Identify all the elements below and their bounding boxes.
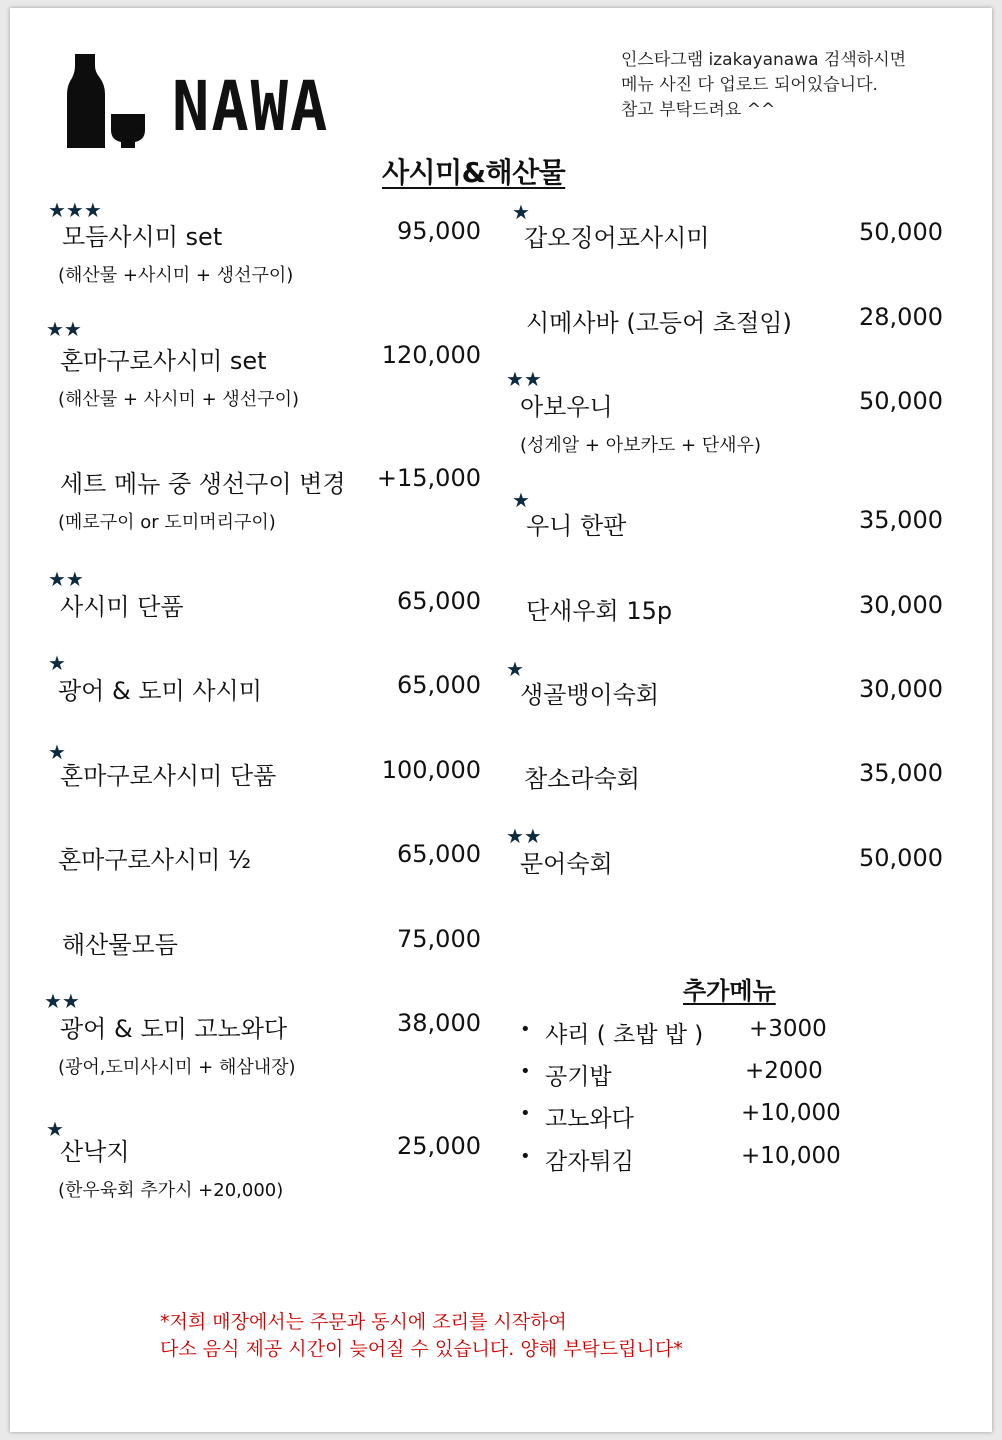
- menu-item-price: 120,000: [381, 341, 481, 369]
- extra-menu-title: 추가메뉴: [683, 977, 776, 1005]
- menu-item-price: 35,000: [859, 759, 943, 787]
- menu-item-name: 문어숙회: [520, 850, 613, 878]
- bullet: •: [520, 1061, 531, 1082]
- menu-item-name: 세트 메뉴 중 생선구이 변경: [60, 470, 346, 498]
- star-rating: ★: [48, 740, 66, 764]
- star-rating: ★★: [48, 567, 84, 591]
- menu-item-price: 50,000: [859, 844, 943, 872]
- star-rating: ★: [506, 657, 524, 681]
- menu-item-price: 75,000: [397, 925, 481, 953]
- extra-item-price: +10,000: [741, 1100, 841, 1126]
- menu-item-desc: (메로구이 or 도미머리구이): [58, 512, 276, 533]
- bullet: •: [520, 1019, 531, 1040]
- menu-item-price: 25,000: [397, 1132, 481, 1160]
- menu-item-name: 산낙지: [60, 1138, 130, 1166]
- star-rating: ★★: [44, 989, 80, 1013]
- menu-item-price: 95,000: [397, 217, 481, 245]
- menu-item-name: 광어 & 도미 사시미: [58, 677, 262, 705]
- bullet: •: [520, 1146, 531, 1167]
- extra-item-name: 공기밥: [545, 1064, 612, 1090]
- menu-item-price: 100,000: [381, 756, 481, 784]
- menu-item-price: 50,000: [859, 387, 943, 415]
- menu-item-price: 35,000: [859, 506, 943, 534]
- menu-item-price: 65,000: [397, 671, 481, 699]
- footer-line: 다소 음식 제공 시간이 늦어질 수 있습니다. 양해 부탁드립니다*: [160, 1338, 683, 1360]
- menu-item-name: 아보우니: [520, 393, 613, 421]
- menu-item-name: 광어 & 도미 고노와다: [60, 1015, 288, 1043]
- menu-item-desc: (성게알 + 아보카도 + 단새우): [520, 435, 761, 456]
- star-rating: ★★: [46, 317, 82, 341]
- extra-item-name: 감자튀김: [545, 1149, 634, 1175]
- menu-item-price: 28,000: [859, 303, 943, 331]
- menu-item-name: 단새우회 15p: [526, 597, 673, 625]
- extra-item-price: +10,000: [741, 1143, 841, 1169]
- menu-item-desc: (광어,도미사시미 + 해삼내장): [58, 1057, 296, 1078]
- section-title: 사시미&해산물: [382, 156, 566, 189]
- notice-line: 메뉴 사진 다 업로드 되어있습니다.: [621, 75, 878, 95]
- menu-item-name: 혼마구로사시미 ½: [58, 846, 252, 874]
- menu-item-price: +15,000: [376, 464, 481, 492]
- menu-item-price: 30,000: [859, 675, 943, 703]
- menu-item-name: 우니 한판: [526, 512, 627, 540]
- star-rating: ★★★: [48, 198, 102, 222]
- menu-item-name: 갑오징어포사시미: [524, 224, 710, 252]
- menu-item-name: 혼마구로사시미 set: [60, 347, 267, 375]
- menu-item-desc: (해산물 +사시미 + 생선구이): [58, 265, 294, 286]
- extra-item-name: 고노와다: [545, 1106, 634, 1132]
- extra-item-name: 샤리 ( 초밥 밥 ): [545, 1022, 704, 1048]
- menu-item-name: 혼마구로사시미 단품: [60, 762, 277, 790]
- sake-bottle-icon: [65, 54, 157, 148]
- star-rating: ★: [512, 488, 530, 512]
- menu-item-price: 30,000: [859, 591, 943, 619]
- menu-item-name: 모듬사시미 set: [62, 223, 223, 251]
- menu-item-price: 38,000: [397, 1009, 481, 1037]
- menu-item-name: 사시미 단품: [60, 593, 184, 621]
- menu-item-name: 시메사바 (고등어 초절임): [526, 309, 792, 337]
- star-rating: ★: [46, 1117, 64, 1141]
- star-rating: ★: [48, 651, 66, 675]
- notice-line: 참고 부탁드려요 ^^: [621, 100, 776, 120]
- extra-item-price: +3000: [749, 1016, 827, 1042]
- star-rating: ★★: [506, 824, 542, 848]
- extra-item-price: +2000: [745, 1058, 823, 1084]
- notice-line: 인스타그램 izakayanawa 검색하시면: [621, 50, 907, 70]
- menu-item-name: 참소라숙회: [524, 765, 640, 793]
- menu-page: [10, 8, 992, 1432]
- menu-item-name: 해산물모듬: [62, 931, 178, 959]
- star-rating: ★★: [506, 367, 542, 391]
- footer-line: *저희 매장에서는 주문과 동시에 조리를 시작하여: [160, 1311, 567, 1333]
- star-rating: ★: [512, 200, 530, 224]
- menu-item-price: 65,000: [397, 587, 481, 615]
- menu-item-price: 65,000: [397, 840, 481, 868]
- menu-item-desc: (한우육회 추가시 +20,000): [58, 1180, 284, 1201]
- menu-item-price: 50,000: [859, 218, 943, 246]
- menu-item-desc: (해산물 + 사시미 + 생선구이): [58, 389, 299, 410]
- instagram-notice: [621, 48, 906, 123]
- brand-name: NAWA: [172, 66, 330, 147]
- bullet: •: [520, 1103, 531, 1124]
- menu-item-name: 생골뱅이숙회: [520, 681, 660, 709]
- cooking-time-notice: [160, 1309, 683, 1363]
